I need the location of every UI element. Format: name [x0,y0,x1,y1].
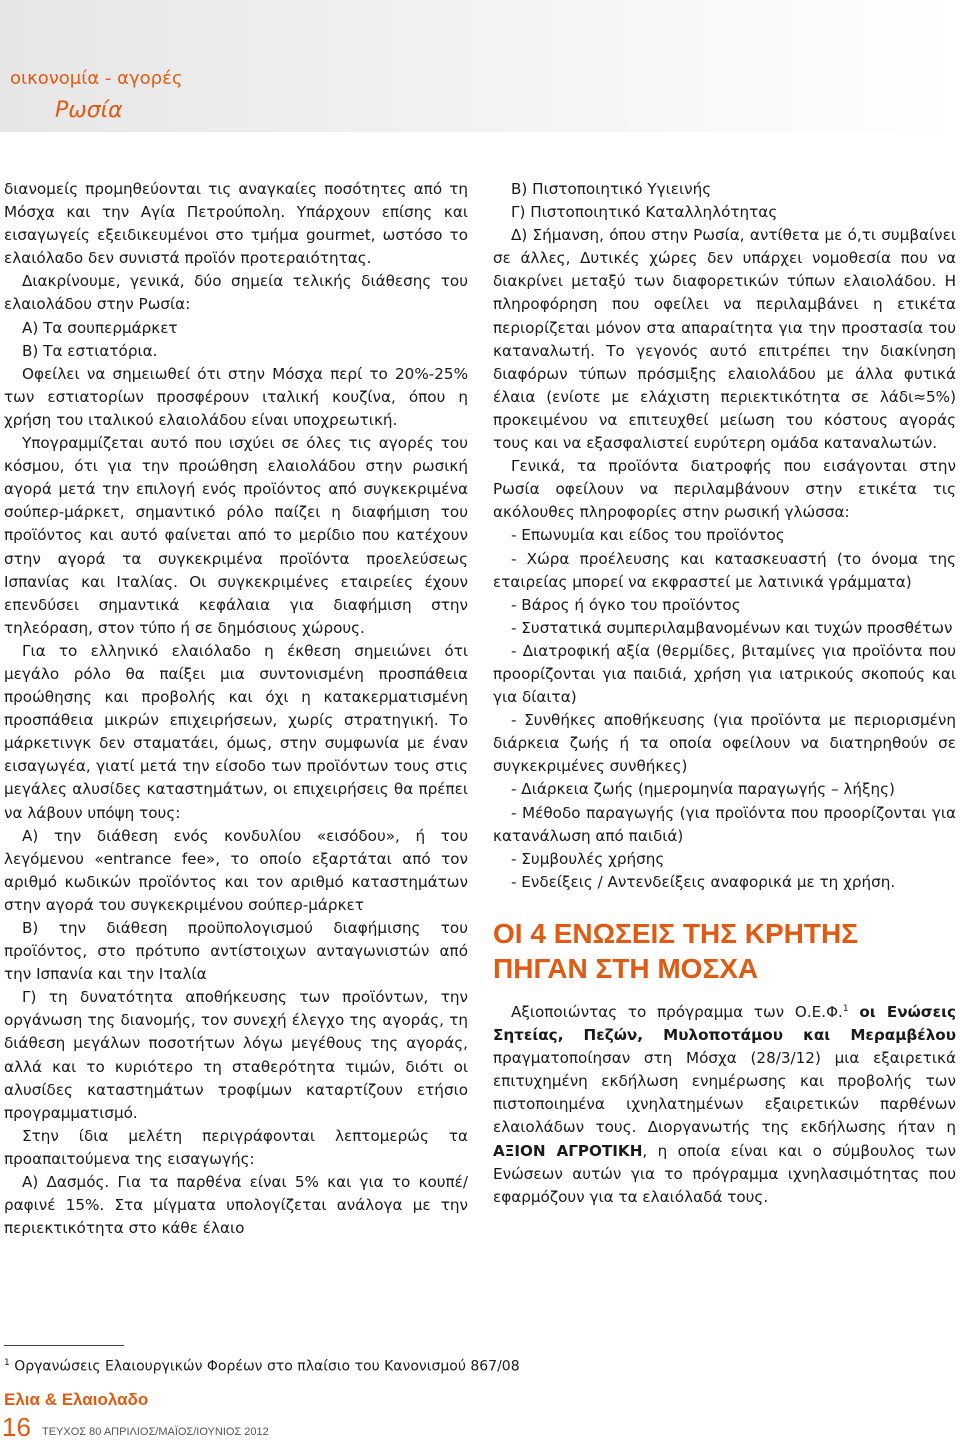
paragraph: Β) Πιστοποιητικό Υγιεινής [511,180,712,198]
article-headline: ΟΙ 4 ΕΝΩΣΕΙΣ ΤΗΣ ΚΡΗΤΗΣ ΠΗΓΑΝ ΣΤΗ ΜΟΣΧΑ [493,917,859,984]
paragraph: Α) την διάθεση ενός κονδυλίου «εισόδου», ή του λεγόμενου «entrance fee», το οποίο εξαρτάται από τον αριθμό κωδικών προϊόντος και τον αριθμό καταστημάτων στην αγορά του συγκεκριμένου σούπερ-μάρκετ [4,826,468,914]
list-item: - Επωνυμία και είδος του προϊόντος [511,526,785,545]
footnote-ref: 1 [842,1003,849,1014]
magazine-name: Ελια & Ελαιολαδο [4,1390,149,1409]
paragraph: Οφείλει να σημειωθεί ότι στην Μόσχα περί το 20%-25% των εστιατορίων προσφέρουν ιταλική κουζίνα, όπου η χρήση του ιταλικού ελαιολάδου είναι υποχρεωτική. [4,364,468,429]
paragraph: διανομείς προμηθεύονται τις αναγκαίες ποσότητες από τη Μόσχα και την Αγία Πετρούπολη. Υπάρχουν επίσης και εισαγωγείς εξειδικευμένοι στο τμήμα gourmet, ωστόσο το ελαιόλαδο δεν συνιστά προϊόν προτεραιότητας. [4,180,468,268]
list-item: - Συμβουλές χρήσης [511,849,665,868]
paragraph: Για το ελληνικό ελαιόλαδο η έκθεση σημειώνει ότι μεγάλο ρόλο θα παίξει μια συντονισμένη προσπάθεια προώθησης και προβολής και όχι η κατακερματισμένη προσπάθεια μικρών επιχειρήσεων, χωρίς στρατηγική. Το μάρκετινγκ δεν σταματάει, όμως, στην συμφωνία με έναν εισαγωγέα, γιατί μετά την είσοδο των προϊόντων τους στις μεγάλες αλυσίδες καταστημάτων, οι επιχειρήσεις θα πρέπει να λάβουν υπόψη τους: [4,641,468,822]
footnote [4,1358,520,1375]
right-column [493,178,956,1209]
footnote-marker: 1 [4,1358,10,1368]
paragraph: Α) Δασμός. Για τα παρθένα είναι 5% και για το κουπέ/ραφινέ 15%. Στα μίγματα υπολογίζεται ανάλογα με την περιεκτικότητα στο κάθε έλαιο [4,1173,468,1238]
footnote-divider [4,1345,124,1346]
paragraph: Δ) Σήμανση, όπου στην Ρωσία, αντίθετα με ό,τι συμβαίνει σε άλλες, Δυτικές χώρες δεν υπάρχει νομοθεσία που να διακρίνει μεταξύ των διαφορετικών τύπων ελαιολάδου. Η πληροφόρηση που οφείλει να περιλαμβάνει η ετικέτα περιορίζεται μόνον στα απαραίτητα για την προστασία του καταναλωτή. Το γεγονός αυτό επιτρέπει την διακίνηση διαφόρων τύπων πρόσμιξης ελαιολάδου με άλλα φυτικά έλαια (ενίοτε με ελάχιστη περιεκτικότητα σε λάδι≈5%) προκειμένου να επιτευχθεί μείωση του κόστους αγοράς τους και να εξασφαλιστεί ευρύτερη ομάδα καταναλωτών. [493,226,956,453]
list-item: - Χώρα προέλευσης και κατασκευαστή (το όνομα της εταιρείας μπορεί να εκφραστεί με λατινικά γράμματα) [493,549,956,591]
paragraph: Υπογραμμίζεται αυτό που ισχύει σε όλες τις αγορές του κόσμου, ότι για την προώθηση ελαιολάδου στην ρωσική αγορά μετά την επιλογή ενός προϊόντος από συγκεκριμένα σούπερ-μάρκετ, σημαντικό ρόλο παίζει η διαφήμιση του προϊόντος και αυτό φαίνεται από το μερίδιο που κατέχουν στην αγορά τα συγκεκριμένα προϊόντα προελεύσεως Ισπανίας και Ιταλίας. Οι συγκεκριμένες εταιρείες έχουν επενδύσει σημαντικά κεφάλαια για διαφήμιση στην τηλεόραση, στον τύπο ή σε δημόσιους χώρους. [4,434,468,637]
section-title: Ρωσία [55,98,123,123]
left-column [4,178,468,1240]
footnote-text: Οργανώσεις Ελαιουργικών Φορέων στο πλαίσιο του Κανονισμού 867/08 [14,1358,520,1375]
issue-info: ΤΕΥΧΟΣ 80 ΑΠΡΙΛΙΟΣ/ΜΑΪΟΣ/ΙΟΥΝΙΟΣ 2012 [42,1426,269,1438]
section-label: οικονομία - αγορές [10,68,183,89]
list-item: - Βάρος ή όγκο του προϊόντος [511,595,741,614]
list-item: - Ενδείξεις / Αντενδείξεις αναφορικά με τη χρήση. [511,872,896,891]
paragraph: Στην ίδια μελέτη περιγράφονται λεπτομερώς τα προαπαιτούμενα της εισαγωγής: [4,1126,468,1168]
paragraph: Β) Τα εστιατόρια. [22,341,158,360]
text-run: πραγματοποίησαν στη Μόσχα (28/3/12) μια εξαιρετικά επιτυχημένη εκδήλωση ενημέρωσης και προβολής των πιστοποιημένα ιχνηλατημένων εξαιρετικών παρθένων ελαιολάδων τους. Διοργανωτής της εκδήλωσης ήταν η [493,1049,956,1137]
header-band [0,0,960,132]
paragraph: Γ) Πιστοποιητικό Καταλληλότητας [511,203,778,222]
list-item: - Διάρκεια ζωής (ημερομηνία παραγωγής – λήξης) [511,780,895,799]
list-item: - Μέθοδο παραγωγής (για προϊόντα που προορίζονται για κατανάλωση από παιδιά) [493,803,956,845]
list-item: - Συστατικά συμπεριλαμβανομένων και τυχών προσθέτων [511,618,953,637]
paragraph: Γενικά, τα προϊόντα διατροφής που εισάγονται στην Ρωσία οφείλουν να περιλαμβάνουν στην ετικέτα τις ακόλουθες πληροφορίες στην ρωσική γλώσσα: [493,457,956,522]
list-item: - Διατροφική αξία (θερμίδες, βιταμίνες για προϊόντα που προορίζονται για παιδιά, χρήση για ιατρικούς σκοπούς και για δίαιτα) [493,641,956,707]
page-number: 16 [2,1412,31,1442]
list-item: - Συνθήκες αποθήκευσης (για προϊόντα με περιορισμένη διάρκεια ζωής ή τα οποία οφείλουν να διατηρηθούν σε συγκεκριμένες συνθήκες) [493,711,956,776]
paragraph [493,998,956,1209]
text-run: Αξιοποιώντας το πρόγραμμα των Ο.Ε.Φ. [511,1002,843,1021]
text-run-bold: ΑΞΙΟΝ ΑΓΡΟΤΙΚΗ [493,1141,643,1160]
paragraph: Διακρίνουμε, γενικά, δύο σημεία τελικής διάθεσης του ελαιολάδου στην Ρωσία: [4,272,468,314]
text-run-bold: οι Ενώσεις Σητείας, Πεζών, Μυλοποτάμου και Μεραμβέλου [493,1002,957,1045]
paragraph: Α) Τα σουπερμάρκετ [22,318,178,337]
text-run: , η οποία είναι και ο σύμβουλος των Ενώσεων αυτών για το πρόγραμμα ιχνηλασιμότητας που εφαρμόζουν για τα ελαιόλαδά τους. [493,1141,956,1206]
paragraph: Β) την διάθεση προϋπολογισμού διαφήμισης του προϊόντος, στο πρότυπο αντίστοιχων ανταγωνιστών από την Ισπανία και την Ιταλία [4,919,468,984]
paragraph: Γ) τη δυνατότητα αποθήκευσης των προϊόντων, την οργάνωση της διανομής, τον συνεχή έλεγχο της αγοράς, τη διάθεση μεγάλων ποσοτήτων λόγω μεγέθους της αγοράς, αλλά και το κυριότερο τη σταθερότητα τιμών, διότι οι αλυσίδες καταστημάτων τροφίμων καταρτίζουν ετήσιο προγραμματισμό. [4,988,468,1122]
